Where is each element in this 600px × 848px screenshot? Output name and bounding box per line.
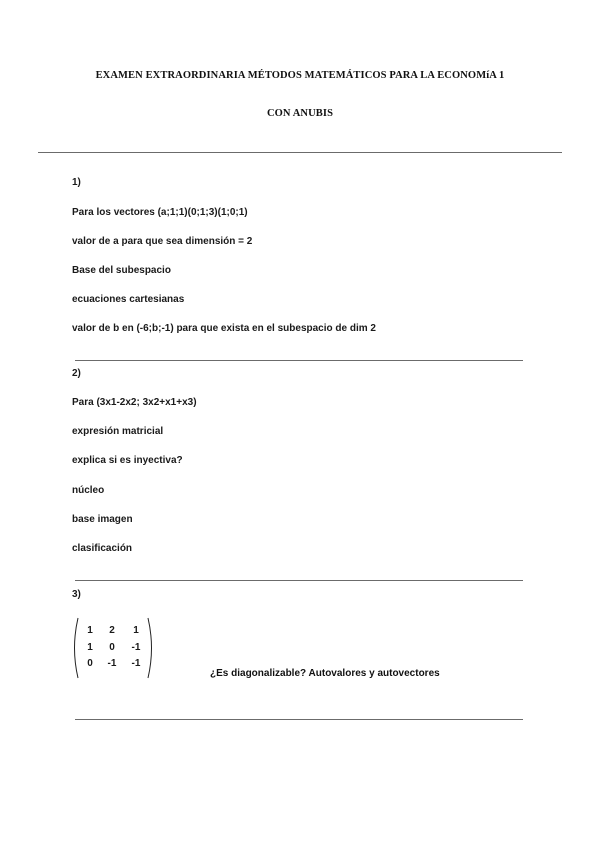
matrix-cell: 1 [87, 625, 93, 636]
left-paren [75, 618, 79, 678]
section-2-number: 2) [72, 368, 81, 379]
section-3-question: ¿Es diagonalizable? Autovalores y autovectores [210, 668, 440, 679]
section-1-line: Base del subespacio [72, 265, 171, 276]
matrix-cell: 0 [109, 642, 115, 653]
section-1-line: Para los vectores (a;1;1)(0;1;3)(1;0;1) [72, 207, 248, 218]
section-2-line: Para (3x1-2x2; 3x2+x1+x3) [72, 397, 197, 408]
section-2-divider [75, 580, 523, 581]
section-1-divider [75, 360, 523, 361]
section-2-line: expresión matricial [72, 426, 164, 437]
section-1-line: valor de b en (-6;b;-1) para que exista en el subespacio de dim 2 [72, 323, 376, 334]
section-3-number: 3) [72, 589, 81, 600]
matrix-cell: 0 [87, 658, 93, 669]
header-divider [38, 152, 562, 153]
section-2-line: clasificación [72, 543, 133, 554]
section-2-line: explica si es inyectiva? [72, 455, 183, 466]
exam-subtitle: CON ANUBIS [266, 108, 334, 119]
matrix-cell: 2 [109, 625, 115, 636]
section-1-line: ecuaciones cartesianas [72, 294, 185, 305]
matrix-cell: 1 [87, 642, 93, 653]
matrix-cell: -1 [131, 642, 141, 653]
matrix [72, 617, 154, 679]
section-3-divider [75, 719, 523, 720]
section-2-line: núcleo [72, 485, 105, 496]
section-1-number: 1) [72, 177, 81, 188]
section-2-line: base imagen [72, 514, 133, 525]
exam-title: EXAMEN EXTRAORDINARIA MÉTODOS MATEMÁTICOS PARA LA ECONOMíA 1 [95, 70, 505, 81]
matrix-cell: 1 [133, 625, 139, 636]
section-1-line: valor de a para que sea dimensión = 2 [72, 236, 253, 247]
matrix-cell: -1 [131, 658, 141, 669]
matrix-cell: -1 [107, 658, 117, 669]
right-paren [148, 618, 152, 678]
